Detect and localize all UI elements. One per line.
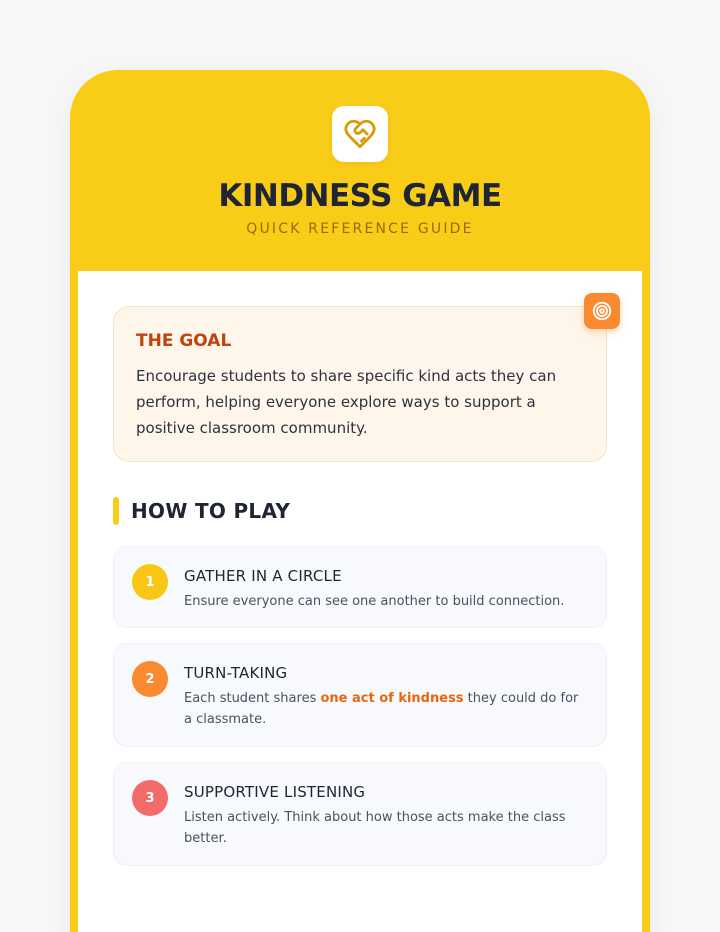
step-description-start: Each student shares [184, 691, 321, 706]
step-number-badge: 2 [132, 661, 168, 697]
card-header [70, 70, 650, 271]
step-description-highlight: one act of kindness [320, 691, 464, 706]
step-number-badge: 3 [132, 780, 168, 816]
goal-badge [584, 293, 620, 329]
step-item-1 [113, 546, 607, 628]
step-description [184, 688, 584, 730]
card-content [78, 271, 642, 932]
step-description: Ensure everyone can see one another to build connection. [184, 594, 565, 609]
heart-handshake-icon [343, 117, 377, 151]
section-title: HOW TO PLAY [131, 499, 291, 523]
logo [332, 106, 388, 162]
how-to-play-heading [113, 497, 290, 525]
goal-box [113, 306, 607, 462]
step-title: TURN-TAKING [184, 664, 288, 682]
reference-card [70, 70, 650, 932]
step-item-2 [113, 643, 607, 747]
target-icon [591, 300, 613, 322]
step-description-end: they could do for a classmate. [184, 691, 579, 727]
step-description: Listen actively. Think about how those acts make the class better. [184, 810, 566, 846]
page-title: KINDNESS GAME [218, 178, 502, 214]
step-title: GATHER IN A CIRCLE [184, 567, 342, 585]
step-title: SUPPORTIVE LISTENING [184, 783, 366, 801]
step-item-3 [113, 762, 607, 866]
goal-text: Encourage students to share specific kind acts they can perform, helping everyone explore ways to support a positive classroom community. [136, 367, 557, 437]
goal-title: THE GOAL [136, 331, 232, 351]
page-subtitle: QUICK REFERENCE GUIDE [246, 221, 474, 237]
section-accent-bar [113, 497, 119, 525]
step-number-badge: 1 [132, 564, 168, 600]
